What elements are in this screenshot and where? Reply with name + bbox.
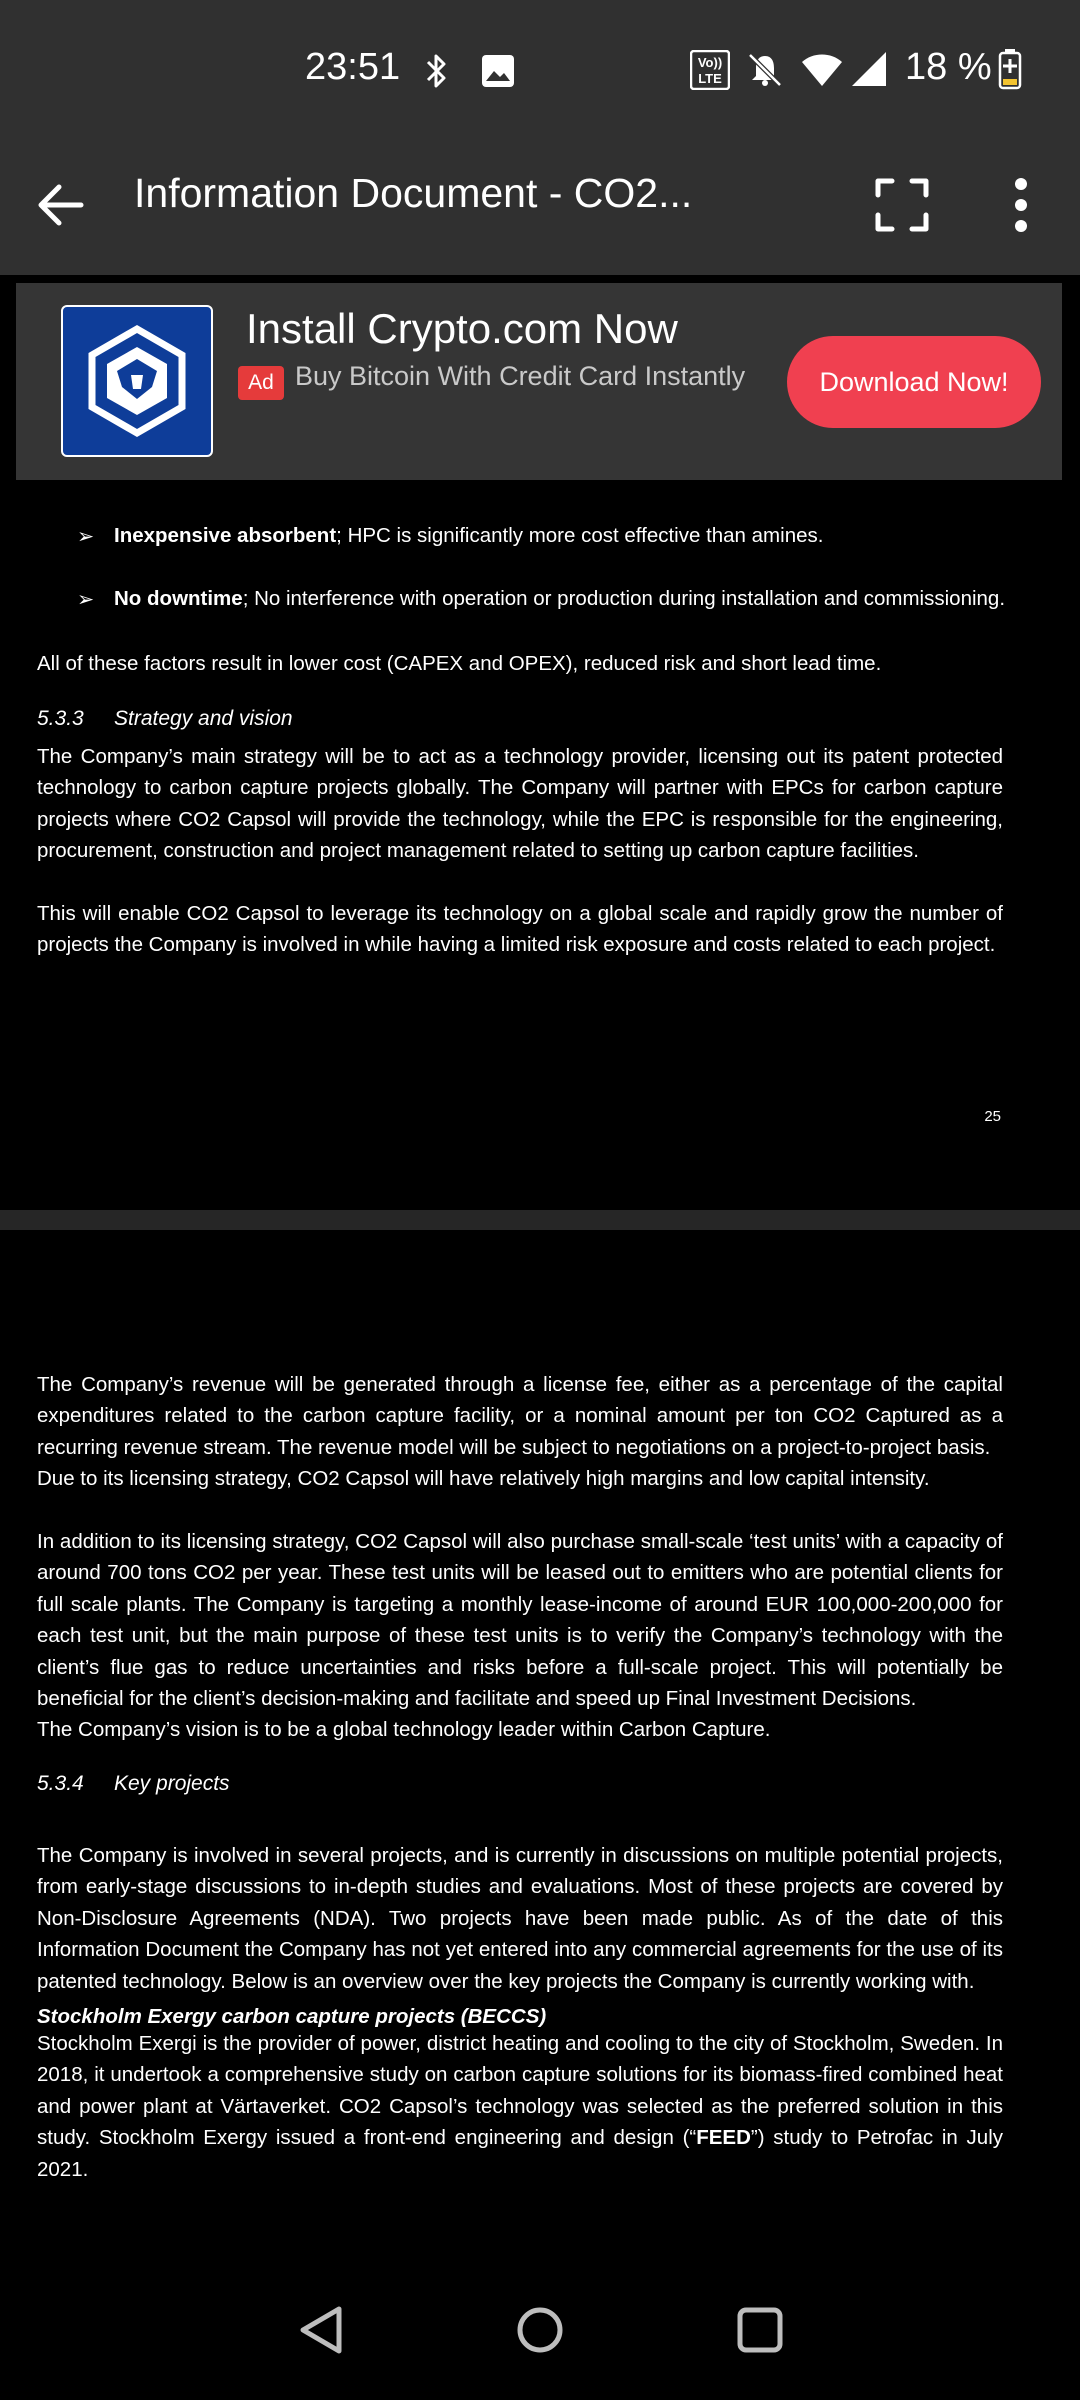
download-now-button[interactable]: Download Now!: [787, 336, 1041, 428]
ad-badge: Ad: [238, 366, 284, 400]
back-arrow-icon[interactable]: [20, 165, 100, 245]
navigation-bar: [0, 2260, 1080, 2400]
section-title: Key projects: [114, 1772, 230, 1795]
section-title: Strategy and vision: [114, 707, 293, 730]
page-number: 25: [984, 1108, 1001, 1125]
document-title: Information Document - CO2...: [134, 170, 693, 216]
section-heading-5-3-3: [37, 707, 293, 731]
volte-icon: [690, 50, 730, 95]
summary-text: All of these factors result in lower cost (CAPEX and OPEX), reduced risk and short lead time.: [37, 652, 882, 675]
leverage-paragraph: This will enable CO2 Capsol to leverage its technology on a global scale and rapidly grow the number of projects the Company is involved in while having a limited risk exposure and costs related to each project.: [37, 902, 1003, 957]
status-time: 23:51: [305, 46, 401, 88]
nav-home-icon[interactable]: [505, 2295, 575, 2365]
key-projects-paragraph: The Company is involved in several projects, and is currently in discussions on multiple potential projects, from early-stage discussions to in-depth studies and evaluations. Most of these projects are covered by Non-Disclosure Agreements (NDA). Two projects have been made public. As of the date of this Information Document the Company has not yet entered into any commercial agreements for the use of its patented technology. Below is an overview over the key projects the Company is currently working with.: [37, 1844, 1003, 1993]
fullscreen-icon[interactable]: [862, 165, 942, 245]
nav-back-icon[interactable]: [286, 2295, 356, 2365]
bullet-rest: ; HPC is significantly more cost effective than amines.: [336, 524, 824, 547]
bullet-bold: No downtime: [114, 587, 243, 610]
arrow-bullet-icon: ➢: [77, 588, 95, 611]
volte-top: Vo)): [697, 55, 723, 70]
battery-percent: 18 %: [905, 46, 992, 88]
vision-paragraph: The Company’s vision is to be a global technology leader within Carbon Capture.: [37, 1718, 771, 1741]
app-bar: [0, 140, 1080, 275]
signal-icon: [850, 50, 888, 93]
section-heading-5-3-4: [37, 1772, 230, 1796]
pdf-page-26: [0, 1230, 1080, 2300]
wifi-icon: [800, 52, 844, 93]
ad-subtitle[interactable]: Buy Bitcoin With Credit Card Instantly: [295, 361, 746, 391]
stockholm-subheading: Stockholm Exergy carbon capture projects (BECCS): [37, 2005, 547, 2028]
strategy-paragraph: The Company’s main strategy will be to act as a technology provider, licensing out its patent protected technology to carbon capture projects globally. The Company will partner with EPCs for carbon capture projects where CO2 Capsol will provide the technology, while the EPC is responsible for the engineering, procurement, construction and project management related to setting up carbon capture facilities.: [37, 745, 1003, 863]
stockholm-paragraph: [37, 2028, 1003, 2185]
feed-bold: FEED: [696, 2126, 751, 2150]
crypto-com-logo-icon[interactable]: [61, 305, 213, 457]
document-viewer[interactable]: [0, 275, 1080, 2300]
bluetooth-icon: [424, 52, 450, 95]
stockholm-text-b: ”) study to Petrofac in July 2021.: [37, 2126, 1003, 2181]
nav-recents-icon[interactable]: [725, 2295, 795, 2365]
bullet-bold: Inexpensive absorbent: [114, 524, 337, 547]
mute-icon: [747, 52, 783, 93]
section-number: 5.3.3: [37, 707, 84, 730]
battery-charging-icon: [998, 48, 1022, 95]
section-number: 5.3.4: [37, 1772, 84, 1795]
margins-paragraph: Due to its licensing strategy, CO2 Capsol will have relatively high margins and low capital intensity.: [37, 1467, 930, 1490]
more-vert-icon[interactable]: [981, 165, 1061, 245]
test-units-paragraph: In addition to its licensing strategy, CO2 Capsol will also purchase small-scale ‘test units’ with a capacity of around 700 tons CO2 per year. These test units will be leased out to emitters who are potential clients for full scale plants. The Company is targeting a monthly lease-income of around EUR 100,000-200,000 for each test unit, but the main purpose of these test units is to verify the Company’s technology with the client’s flue gas to reduce uncertainties and risks before a full-scale project. This will potentially be beneficial for the client’s decision-making and facilitate and speed up Final Investment Decisions.: [37, 1530, 1003, 1711]
arrow-bullet-icon: ➢: [77, 525, 95, 548]
image-icon: [481, 54, 515, 93]
status-bar: [0, 0, 1080, 140]
stockholm-text-a: Stockholm Exergi is the provider of power, district heating and cooling to the city of Stockholm, Sweden. In 2018, it undertook a comprehensive study on carbon capture solutions for its biomass-fired combined heat and power plant at Värtaverket. CO2 Capsol’s technology was selected as the preferred solution in this study. Stockholm Exergy issued a front-end engineering and design (“: [37, 2032, 1003, 2150]
ad-banner[interactable]: [16, 283, 1062, 480]
revenue-paragraph: The Company’s revenue will be generated through a license fee, either as a percentage of the capital expenditures related to the carbon capture facility, or a nominal amount per ton CO2 Captured as a recurring revenue stream. The revenue model will be subject to negotiations on a project-to-project basis.: [37, 1373, 1003, 1459]
ad-title[interactable]: Install Crypto.com Now: [246, 305, 678, 352]
bullet-rest: ; No interference with operation or production during installation and commissioning.: [242, 587, 1006, 610]
volte-bottom: LTE: [698, 71, 722, 86]
